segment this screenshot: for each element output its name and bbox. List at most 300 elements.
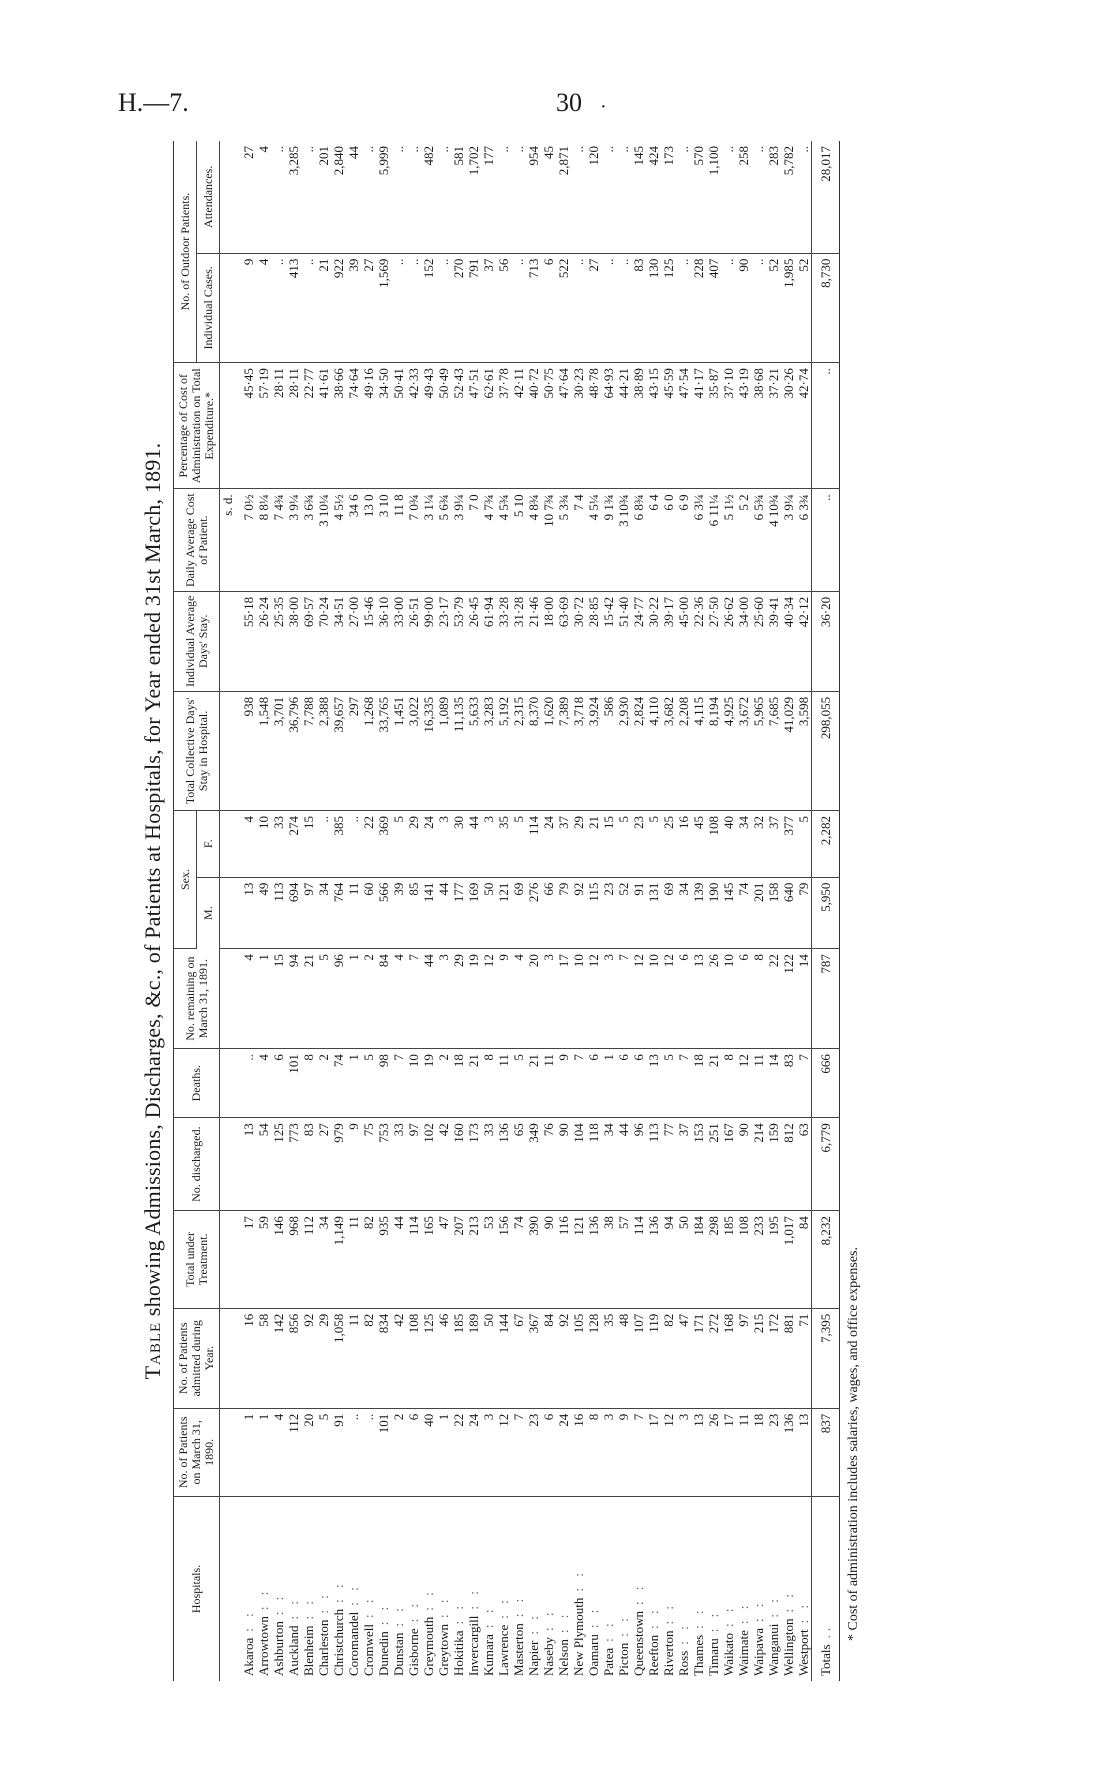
cell-male: 640 xyxy=(781,877,796,948)
hospital-name: Charleston: : xyxy=(316,1591,331,1676)
cell-on1890: 1 xyxy=(256,1408,271,1496)
cell-deaths: 2 xyxy=(316,1049,331,1118)
cell-days: 3,598 xyxy=(796,691,812,810)
cell-cost: 4 10¾ xyxy=(766,489,781,591)
cell-cases: 90 xyxy=(736,253,751,363)
col-admitted: No. of Patients admitted during Year. xyxy=(174,1308,220,1408)
cell-male: 97 xyxy=(301,877,316,948)
cell-avg: 15·42 xyxy=(601,591,616,691)
cell-days: 7,788 xyxy=(301,691,316,810)
cell-pct: 45·45 xyxy=(235,363,256,489)
cell-cost: 6 4 xyxy=(646,489,661,591)
cell-admitted: 48 xyxy=(616,1308,631,1408)
cell-cases: 52 xyxy=(796,253,812,363)
cell-discharged: 118 xyxy=(586,1118,601,1211)
cell-pct: 28·11 xyxy=(271,363,286,489)
cell-avg: 21·46 xyxy=(526,591,541,691)
cell-avg: 25·60 xyxy=(751,591,766,691)
cell-days: 586 xyxy=(601,691,616,810)
cell-remaining: 8 xyxy=(751,949,766,1049)
cell-discharged: 77 xyxy=(661,1118,676,1211)
cell-male: 158 xyxy=(766,877,781,948)
cell-pct: 42·33 xyxy=(406,363,421,489)
table-row xyxy=(541,141,556,1681)
cell-cost: 4 5¼ xyxy=(586,489,601,591)
cell-on1890: 40 xyxy=(421,1408,436,1496)
cell-cost: 7 0 xyxy=(466,489,481,591)
cell-admitted: 144 xyxy=(496,1308,511,1408)
cell-cases: 4 xyxy=(256,253,271,363)
cell-avg: 26·24 xyxy=(256,591,271,691)
cell-discharged: 104 xyxy=(571,1118,586,1211)
cell-total: 185 xyxy=(721,1211,736,1309)
cell-days: 5,965 xyxy=(751,691,766,810)
cell-cases: .. xyxy=(601,253,616,363)
cell-cost: 6 9 xyxy=(676,489,691,591)
col-outdoor-cases: Individual Cases. xyxy=(197,253,220,363)
cell-male: 60 xyxy=(361,877,376,948)
total-deaths: 666 xyxy=(812,1049,840,1118)
cell-admitted: 16 xyxy=(235,1308,256,1408)
hospital-name: Wellington: : xyxy=(781,1590,796,1676)
cell-male: 115 xyxy=(586,877,601,948)
total-on-march-1890: 837 xyxy=(812,1408,840,1496)
cell-discharged: 102 xyxy=(421,1118,436,1211)
cell-total: 184 xyxy=(691,1211,706,1309)
cell-avg: 39·17 xyxy=(661,591,676,691)
cell-cost: 5 2 xyxy=(736,489,751,591)
col-sex: Sex. xyxy=(174,810,197,948)
cell-attend: .. xyxy=(391,141,406,253)
cell-cost: 4 5½ xyxy=(331,489,346,591)
cell-on1890: 17 xyxy=(646,1408,661,1496)
cell-pct: 37·21 xyxy=(766,363,781,489)
cell-remaining: 12 xyxy=(481,949,496,1049)
cell-on1890: 136 xyxy=(781,1408,796,1496)
col-avg-days: Individual Average Days' Stay. xyxy=(174,591,220,691)
cell-female: 385 xyxy=(331,810,346,877)
cell-attend: 1,100 xyxy=(706,141,721,253)
cell-avg: 40·34 xyxy=(781,591,796,691)
total-outdoor-attendances: 28,017 xyxy=(812,141,840,253)
table-row xyxy=(421,141,436,1681)
cell-cases: .. xyxy=(676,253,691,363)
hospital-name: Greymouth: : xyxy=(421,1588,436,1676)
cell-discharged: 44 xyxy=(616,1118,631,1211)
table-row xyxy=(691,141,706,1681)
cell-cost: 4 8¾ xyxy=(526,489,541,591)
cell-female: 377 xyxy=(781,810,796,877)
cell-deaths: 7 xyxy=(676,1049,691,1118)
cell-deaths: 101 xyxy=(286,1049,301,1118)
hospital-name: Oamaru: : xyxy=(586,1605,601,1676)
table-row xyxy=(406,141,421,1681)
cell-remaining: 6 xyxy=(676,949,691,1049)
table-row xyxy=(796,141,812,1681)
cell-days: 41,029 xyxy=(781,691,796,810)
cell-on1890: 5 xyxy=(316,1408,331,1496)
cell-pct: 47·64 xyxy=(556,363,571,489)
cell-attend: 3,285 xyxy=(286,141,301,253)
hospital-name: Ross: : xyxy=(676,1622,691,1676)
cell-admitted: 84 xyxy=(541,1308,556,1408)
cell-remaining: 12 xyxy=(661,949,676,1049)
cell-avg: 18·00 xyxy=(541,591,556,691)
cell-cost: 6 3¾ xyxy=(796,489,812,591)
cell-admitted: 47 xyxy=(676,1308,691,1408)
cell-cost: 3 10 xyxy=(376,489,391,591)
cell-male: 121 xyxy=(496,877,511,948)
table-row xyxy=(571,141,586,1681)
cell-total: 935 xyxy=(376,1211,391,1309)
cell-male: 79 xyxy=(796,877,812,948)
cell-deaths: 12 xyxy=(736,1049,751,1118)
cell-cases: 83 xyxy=(631,253,646,363)
cell-days: 36,796 xyxy=(286,691,301,810)
cell-deaths: 7 xyxy=(796,1049,812,1118)
cell-on1890: 24 xyxy=(466,1408,481,1496)
cell-male: 50 xyxy=(481,877,496,948)
cell-deaths: 14 xyxy=(766,1049,781,1118)
cell-remaining: 15 xyxy=(271,949,286,1049)
cell-total: 17 xyxy=(235,1211,256,1309)
cell-total: 1,149 xyxy=(331,1211,346,1309)
cell-on1890: 1 xyxy=(235,1408,256,1496)
cell-on1890: 6 xyxy=(541,1408,556,1496)
cell-pct: 74·64 xyxy=(346,363,361,489)
cell-attend: .. xyxy=(271,141,286,253)
col-total-treatment: Total under Treatment. xyxy=(174,1211,220,1309)
table-row xyxy=(751,141,766,1681)
cell-avg: 99·00 xyxy=(421,591,436,691)
cell-discharged: 214 xyxy=(751,1118,766,1211)
hospital-name: Timaru: : xyxy=(706,1609,721,1676)
currency-unit-row xyxy=(220,141,236,1681)
cell-pct: 28·11 xyxy=(286,363,301,489)
cell-male: 34 xyxy=(676,877,691,948)
total-male: 5,950 xyxy=(812,877,840,948)
cell-pct: 45·59 xyxy=(661,363,676,489)
cell-attend: 45 xyxy=(541,141,556,253)
cell-cases: 1,569 xyxy=(376,253,391,363)
cell-pct: 40·72 xyxy=(526,363,541,489)
cell-remaining: 3 xyxy=(436,949,451,1049)
hospital-name: Nelson: : xyxy=(556,1610,571,1676)
cell-female: 5 xyxy=(511,810,526,877)
cell-female: 29 xyxy=(571,810,586,877)
cell-female: .. xyxy=(316,810,331,877)
cell-discharged: 125 xyxy=(271,1118,286,1211)
table-row xyxy=(736,141,751,1681)
hospital-name: Christchurch: : xyxy=(331,1580,346,1676)
cell-attend: 5,999 xyxy=(376,141,391,253)
cell-total: 38 xyxy=(601,1211,616,1309)
cell-total: 121 xyxy=(571,1211,586,1309)
cell-discharged: 33 xyxy=(391,1118,406,1211)
cell-on1890: 20 xyxy=(301,1408,316,1496)
cell-remaining: 6 xyxy=(736,949,751,1049)
cell-attend: 173 xyxy=(661,141,676,253)
cell-on1890: 26 xyxy=(706,1408,721,1496)
hospital-name: Ashburton: : xyxy=(271,1592,286,1676)
cell-deaths: 21 xyxy=(526,1049,541,1118)
cell-discharged: 33 xyxy=(481,1118,496,1211)
cell-avg: 63·69 xyxy=(556,591,571,691)
cell-attend: 954 xyxy=(526,141,541,253)
cell-discharged: 113 xyxy=(646,1118,661,1211)
hospital-name: Lawrence: : xyxy=(496,1596,511,1676)
table-row xyxy=(331,141,346,1681)
table-title-prefix: Table xyxy=(140,1321,165,1380)
cell-on1890: 13 xyxy=(796,1408,812,1496)
cell-male: 66 xyxy=(541,877,556,948)
cell-on1890: 22 xyxy=(451,1408,466,1496)
cell-remaining: 84 xyxy=(376,949,391,1049)
cell-attend: 145 xyxy=(631,141,646,253)
cell-attend: .. xyxy=(721,141,736,253)
cell-cost: 6 0 xyxy=(661,489,676,591)
cell-discharged: 42 xyxy=(436,1118,451,1211)
total-female: 2,282 xyxy=(812,810,840,877)
cell-male: 113 xyxy=(271,877,286,948)
cell-on1890: 12 xyxy=(661,1408,676,1496)
cell-total: 11 xyxy=(346,1211,361,1309)
cell-admitted: 107 xyxy=(631,1308,646,1408)
table-row xyxy=(271,141,286,1681)
cell-female: 35 xyxy=(496,810,511,877)
cell-attend: 570 xyxy=(691,141,706,253)
cell-cost: 5 1½ xyxy=(721,489,736,591)
cell-male: 201 xyxy=(751,877,766,948)
cell-remaining: 4 xyxy=(511,949,526,1049)
cell-remaining: 26 xyxy=(706,949,721,1049)
hospital-name: Wanganui: : xyxy=(766,1595,781,1676)
cell-cost: 3 10¾ xyxy=(616,489,631,591)
cell-days: 3,924 xyxy=(586,691,601,810)
cell-cost: 34 6 xyxy=(346,489,361,591)
cell-remaining: 94 xyxy=(286,949,301,1049)
cell-on1890: .. xyxy=(346,1408,361,1496)
cell-male: 69 xyxy=(511,877,526,948)
cell-avg: 53·79 xyxy=(451,591,466,691)
cell-pct: 41·17 xyxy=(691,363,706,489)
cell-cases: 413 xyxy=(286,253,301,363)
hospital-name: Akaroa: : xyxy=(241,1609,256,1676)
hospital-name: Invercargill: : xyxy=(466,1587,481,1676)
cell-days: 2,824 xyxy=(631,691,646,810)
cell-pct: 48·78 xyxy=(586,363,601,489)
cell-cases: 407 xyxy=(706,253,721,363)
col-daily-cost: Daily Average Cost of Patient. xyxy=(174,489,220,591)
cell-cases: 27 xyxy=(586,253,601,363)
cell-on1890: 23 xyxy=(526,1408,541,1496)
table-row xyxy=(286,141,301,1681)
cell-female: 114 xyxy=(526,810,541,877)
cell-avg: 34·51 xyxy=(331,591,346,691)
cell-male: 69 xyxy=(661,877,676,948)
cell-remaining: 12 xyxy=(586,949,601,1049)
cell-pct: 38·89 xyxy=(631,363,646,489)
cell-days: 7,389 xyxy=(556,691,571,810)
cell-cases: 270 xyxy=(451,253,466,363)
cell-total: 44 xyxy=(391,1211,406,1309)
cell-days: 1,548 xyxy=(256,691,271,810)
cell-cost: 4 5¾ xyxy=(496,489,511,591)
cell-pct: 37·78 xyxy=(496,363,511,489)
cell-avg: 42·12 xyxy=(796,591,812,691)
table-row xyxy=(481,141,496,1681)
cell-attend: .. xyxy=(301,141,316,253)
col-male: M. xyxy=(197,877,220,948)
cell-pct: 49·43 xyxy=(421,363,436,489)
cell-male: 34 xyxy=(316,877,331,948)
cell-days: 1,451 xyxy=(391,691,406,810)
cell-male: 39 xyxy=(391,877,406,948)
cell-avg: 30·72 xyxy=(571,591,586,691)
cell-female: 10 xyxy=(256,810,271,877)
cell-days: 4,925 xyxy=(721,691,736,810)
cell-avg: 51·40 xyxy=(616,591,631,691)
cell-on1890: 112 xyxy=(286,1408,301,1496)
cell-discharged: 75 xyxy=(361,1118,376,1211)
cell-cases: 713 xyxy=(526,253,541,363)
cell-admitted: 834 xyxy=(376,1308,391,1408)
hospital-name: New Plymouth: : xyxy=(571,1569,586,1676)
hospital-name: Dunedin: : xyxy=(376,1602,391,1676)
cell-discharged: 27 xyxy=(316,1118,331,1211)
cell-admitted: 82 xyxy=(361,1308,376,1408)
cell-attend: 482 xyxy=(421,141,436,253)
cell-cases: 6 xyxy=(541,253,556,363)
col-female: F. xyxy=(197,810,220,877)
cell-deaths: 8 xyxy=(301,1049,316,1118)
cell-discharged: 37 xyxy=(676,1118,691,1211)
cell-pct: 42·74 xyxy=(796,363,812,489)
cell-attend: 27 xyxy=(235,141,256,253)
cell-remaining: 22 xyxy=(766,949,781,1049)
cell-female: 108 xyxy=(706,810,721,877)
cell-admitted: 1,058 xyxy=(331,1308,346,1408)
cell-deaths: 8 xyxy=(481,1049,496,1118)
cell-attend: 2,840 xyxy=(331,141,346,253)
total-days: 298,055 xyxy=(812,691,840,810)
cell-cases: 228 xyxy=(691,253,706,363)
cell-pct: 30·23 xyxy=(571,363,586,489)
cell-admitted: 92 xyxy=(556,1308,571,1408)
cell-on1890: .. xyxy=(361,1408,376,1496)
cell-male: 52 xyxy=(616,877,631,948)
cell-deaths: 6 xyxy=(586,1049,601,1118)
cell-deaths: 18 xyxy=(691,1049,706,1118)
table-row xyxy=(451,141,466,1681)
cell-attend: 5,782 xyxy=(781,141,796,253)
cell-days: 1,268 xyxy=(361,691,376,810)
page-number: 30 xyxy=(556,88,582,117)
cell-admitted: 29 xyxy=(316,1308,331,1408)
cell-cost: 6 5¾ xyxy=(751,489,766,591)
cell-admitted: 125 xyxy=(421,1308,436,1408)
cell-days: 3,022 xyxy=(406,691,421,810)
cell-total: 114 xyxy=(631,1211,646,1309)
table-row xyxy=(346,141,361,1681)
cell-admitted: 128 xyxy=(586,1308,601,1408)
cell-male: 177 xyxy=(451,877,466,948)
cell-admitted: 46 xyxy=(436,1308,451,1408)
cell-admitted: 35 xyxy=(601,1308,616,1408)
hospital-name: Waimate: : xyxy=(736,1601,751,1676)
cell-female: 5 xyxy=(616,810,631,877)
cell-avg: 61·94 xyxy=(481,591,496,691)
table-row xyxy=(766,141,781,1681)
cell-total: 233 xyxy=(751,1211,766,1309)
cell-admitted: 119 xyxy=(646,1308,661,1408)
cell-cases: 27 xyxy=(361,253,376,363)
total-admitted: 7,395 xyxy=(812,1308,840,1408)
cell-pct: 44·21 xyxy=(616,363,631,489)
table-body xyxy=(220,141,812,1681)
cell-pct: 49·16 xyxy=(361,363,376,489)
cell-remaining: 10 xyxy=(571,949,586,1049)
cell-remaining: 29 xyxy=(451,949,466,1049)
hospital-statistics-table xyxy=(173,141,840,1681)
cell-cost: 3 9¼ xyxy=(451,489,466,591)
currency-unit-label: s. d. xyxy=(220,489,236,591)
table-row xyxy=(556,141,571,1681)
cell-male: 169 xyxy=(466,877,481,948)
cell-female: 5 xyxy=(796,810,812,877)
cell-admitted: 97 xyxy=(736,1308,751,1408)
cell-on1890: 91 xyxy=(331,1408,346,1496)
hospital-name: Riverton: : xyxy=(661,1602,676,1676)
cell-days: 11,135 xyxy=(451,691,466,810)
cell-deaths: 19 xyxy=(421,1049,436,1118)
cell-admitted: 185 xyxy=(451,1308,466,1408)
cell-remaining: 1 xyxy=(346,949,361,1049)
cell-on1890: 11 xyxy=(736,1408,751,1496)
cell-cases: .. xyxy=(391,253,406,363)
cell-cases: .. xyxy=(406,253,421,363)
cell-avg: 36·10 xyxy=(376,591,391,691)
cell-avg: 22·36 xyxy=(691,591,706,691)
totals-row xyxy=(812,141,840,1681)
hospital-name: Naseby: : xyxy=(541,1608,556,1676)
table-row xyxy=(301,141,316,1681)
cell-remaining: 20 xyxy=(526,949,541,1049)
cell-days: 8,194 xyxy=(706,691,721,810)
cell-remaining: 9 xyxy=(496,949,511,1049)
cell-cost: 6 3¼ xyxy=(691,489,706,591)
cell-total: 94 xyxy=(661,1211,676,1309)
cell-remaining: 14 xyxy=(796,949,812,1049)
cell-discharged: 159 xyxy=(766,1118,781,1211)
cell-admitted: 105 xyxy=(571,1308,586,1408)
cell-admitted: 50 xyxy=(481,1308,496,1408)
cell-days: 39,657 xyxy=(331,691,346,810)
cell-avg: 26·51 xyxy=(406,591,421,691)
table-row xyxy=(235,141,256,1681)
cell-days: 2,930 xyxy=(616,691,631,810)
cell-pct: 38·68 xyxy=(751,363,766,489)
cell-pct: 57·19 xyxy=(256,363,271,489)
cell-total: 390 xyxy=(526,1211,541,1309)
hospital-name: Waikato: : xyxy=(721,1604,736,1676)
cell-days: 4,115 xyxy=(691,691,706,810)
cell-on1890: 8 xyxy=(586,1408,601,1496)
cell-discharged: 153 xyxy=(691,1118,706,1211)
cell-cases: 21 xyxy=(316,253,331,363)
cell-avg: 39·41 xyxy=(766,591,781,691)
cell-pct: 47·54 xyxy=(676,363,691,489)
